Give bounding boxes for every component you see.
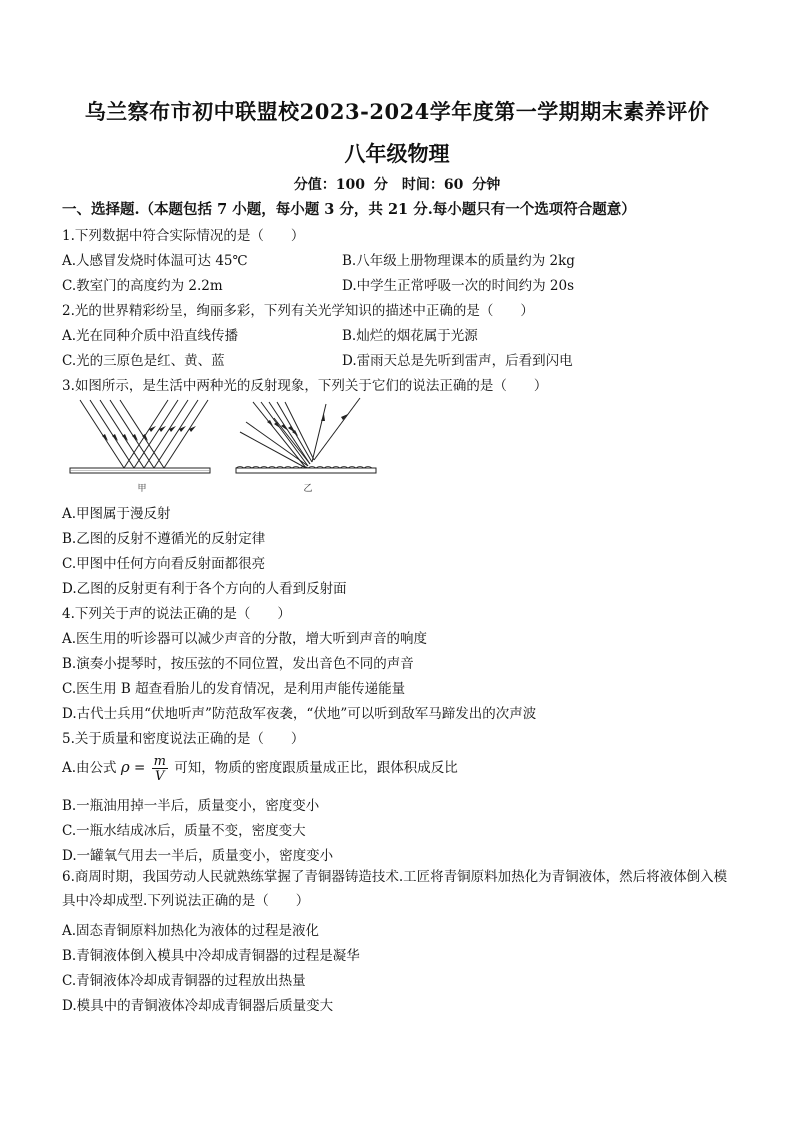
- q1-option-c: C.教室门的高度约为 2.2m: [62, 278, 223, 294]
- fraction-numerator: m: [153, 753, 166, 769]
- q5-option-a-prefix: A.由公式: [62, 760, 117, 776]
- q4-stem: 4.下列关于声的说法正确的是（ ）: [62, 606, 291, 622]
- q6-option-a: A.固态青铜原料加热化为液体的过程是液化: [62, 923, 320, 939]
- exam-title: 乌兰察布市初中联盟校2023-2024学年度第一学期期末素养评价: [84, 99, 710, 124]
- figure-a-specular: [70, 400, 210, 473]
- q6-option-d: D.模具中的青铜液体冷却成青铜器后质量变大: [62, 998, 334, 1014]
- reflection-figure: [68, 396, 378, 496]
- q2-option-b: B.灿烂的烟花属于光源: [342, 328, 478, 344]
- exam-meta: 分值：100 分 时间：60 分钟: [293, 177, 501, 193]
- q1-option-d: D.中学生正常呼吸一次的时间约为 20s: [342, 278, 575, 294]
- q6-option-b: B.青铜液体倒入模具中冷却成青铜器的过程是凝华: [62, 948, 360, 964]
- q5-option-d: D.一罐氧气用去一半后，质量变小，密度变小: [62, 848, 334, 864]
- q5-option-a: [62, 752, 458, 783]
- q4-option-b: B.演奏小提琴时，按压弦的不同位置，发出音色不同的声音: [62, 656, 414, 672]
- density-formula-fraction: [152, 755, 168, 783]
- figure-a-label: 甲: [137, 484, 147, 494]
- q6-option-c: C.青铜液体冷却成青铜器的过程放出热量: [62, 973, 306, 989]
- q6-stem: 6.商周时期，我国劳动人民就熟练掌握了青铜器铸造技术.工匠将青铜原料加热化为青铜液体，然后将液体倒入模具中冷却成型.下列说法正确的是（ ）: [62, 869, 728, 909]
- exam-subtitle: 八年级物理: [344, 141, 450, 166]
- fraction-denominator: V: [155, 768, 165, 784]
- q2-stem: 2.光的世界精彩纷呈，绚丽多彩，下列有关光学知识的描述中正确的是（ ）: [62, 303, 534, 319]
- q2-option-d: D.雷雨天总是先听到雷声，后看到闪电: [342, 353, 573, 369]
- q3-option-a: A.甲图属于漫反射: [62, 506, 171, 522]
- figure-b-diffuse: [236, 398, 376, 473]
- q1-option-b: B.八年级上册物理课本的质量约为 2kg: [342, 253, 575, 269]
- q2-option-c: C.光的三原色是红、黄、蓝: [62, 353, 225, 369]
- q3-option-d: D.乙图的反射更有利于各个方向的人看到反射面: [62, 581, 347, 597]
- figure-b-label: 乙: [303, 484, 313, 494]
- q3-option-c: C.甲图中任何方向看反射面都很亮: [62, 556, 266, 572]
- section-heading: 一、选择题.（本题包括 7 小题，每小题 3 分，共 21 分.每小题只有一个选项符合题意）: [62, 201, 636, 218]
- q1-option-a: A.人感冒发烧时体温可达 45℃: [62, 253, 248, 269]
- q5-stem: 5.关于质量和密度说法正确的是（ ）: [62, 731, 305, 747]
- q1-stem: 1.下列数据中符合实际情况的是（ ）: [62, 228, 305, 244]
- q3-stem: 3.如图所示，是生活中两种光的反射现象，下列关于它们的说法正确的是（ ）: [62, 378, 548, 394]
- equals-sign: =: [133, 760, 146, 776]
- density-symbol: ρ: [120, 758, 130, 776]
- q4-option-d: D.古代士兵用“伏地听声”防范敌军夜袭，“伏地”可以听到敌军马蹄发出的次声波: [62, 706, 537, 722]
- q5-option-b: B.一瓶油用掉一半后，质量变小，密度变小: [62, 798, 320, 814]
- q5-option-a-suffix: 可知，物质的密度跟质量成正比，跟体积成反比: [174, 760, 458, 776]
- q2-option-a: A.光在同种介质中沿直线传播: [62, 328, 239, 344]
- q4-option-a: A.医生用的听诊器可以减少声音的分散，增大听到声音的响度: [62, 631, 428, 647]
- q5-option-c: C.一瓶水结成冰后，质量不变，密度变大: [62, 823, 306, 839]
- q3-option-b: B.乙图的反射不遵循光的反射定律: [62, 531, 266, 547]
- q4-option-c: C.医生用 B 超查看胎儿的发育情况，是利用声能传递能量: [62, 681, 406, 697]
